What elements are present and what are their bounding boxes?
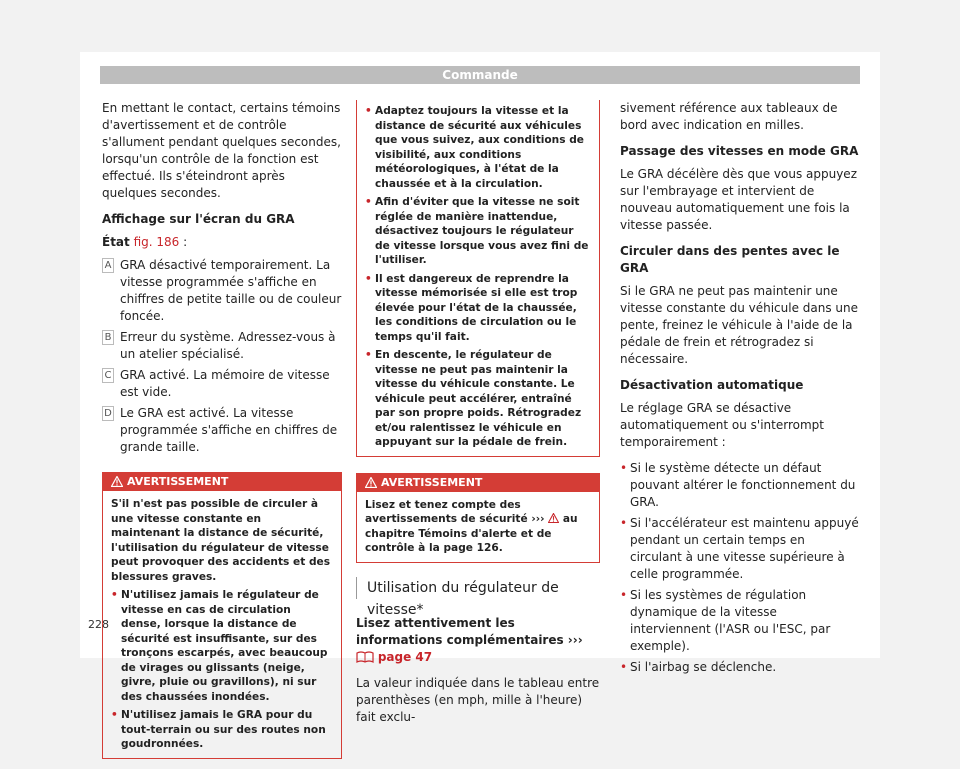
list-item (102, 257, 342, 325)
item-letter: A (102, 258, 114, 273)
item-text: GRA désactivé temporairement. La vitesse programmée s'affiche en chiffres de petite taille ou de couleur foncée. (120, 258, 342, 323)
body-paragraph: Le GRA décélère dès que vous appuyez sur l'embrayage et intervient de nouveau automatiquement une fois la vitesse passée. (620, 167, 857, 232)
list-item (102, 367, 342, 401)
warning-bullet: • N'utilisez jamais le régulateur de vitesse en cas de circulation dense, lorsque la distance de sécurité est insuffisante, sur des tronçons escarpés, avec beaucoup de virages ou glissants (neige, givre, pluie ou gravillons), ni sur des chaussées inondées. (111, 588, 333, 704)
warning-triangle-icon (548, 513, 559, 523)
warning-bullet: • En descente, le régulateur de vitesse ne peut pas maintenir la vitesse du véhicule constante. Le véhicule peut accélérer, entraîné par son propre poids. Rétrogradez et/ou ralentissez le véhicule en appuyant sur la pédale de frein. (365, 348, 591, 450)
page-number: 228 (88, 618, 109, 631)
sub-heading: Désactivation automatique (620, 378, 804, 392)
display-heading: Affichage sur l'écran du GRA (102, 212, 295, 226)
warning-body (357, 492, 599, 562)
item-letter: C (102, 368, 114, 383)
list-item: • Si les systèmes de régulation dynamique de la vitesse interviennent (l'ASR ou l'ESC, par exemple). (620, 587, 860, 655)
item-text: Erreur du système. Adressez-vous à un atelier spécialisé. (120, 330, 336, 361)
lead-paragraph (356, 615, 600, 666)
page-link[interactable]: page 47 (377, 649, 433, 664)
list-item: • Si l'airbag se déclenche. (620, 659, 860, 676)
sub-heading: Circuler dans des pentes avec le GRA (620, 244, 840, 275)
warning-text: au chapitre Témoins d'alerte et de contrôle à la page 126. (365, 513, 578, 554)
item-letter: D (102, 406, 114, 421)
warning-header (103, 473, 341, 491)
warning-continued (356, 100, 600, 457)
page-header: Commande (100, 66, 860, 84)
warning-body (103, 491, 341, 758)
figure-link[interactable]: fig. 186 (133, 235, 180, 249)
warning-text: S'il n'est pas possible de circuler à une vitesse constante en maintenant la distance de sécurité, l'utilisation du régulateur de vitesse peut provoquer des accidents et des blessures graves. (111, 498, 331, 583)
column-right (620, 100, 860, 680)
item-text: Le GRA est activé. La vitesse programmée s'affiche en chiffres de grande taille. (120, 406, 338, 454)
item-letter: B (102, 330, 114, 345)
warning-bullet: • Adaptez toujours la vitesse et la distance de sécurité aux véhicules que vous suivez, aux conditions de visibilité, aux conditions météorologiques, à l'état de la chaussée et à la circulation. (365, 104, 591, 191)
state-line (102, 234, 342, 251)
list-item: • Si l'accélérateur est maintenu appuyé pendant un certain temps en circulant à une vitesse supérieure à celle programmée. (620, 515, 860, 583)
warning-box (356, 473, 600, 563)
section-title: Utilisation du régulateur de vitesse* (356, 577, 600, 599)
column-middle (356, 100, 600, 735)
warning-title: AVERTISSEMENT (381, 475, 483, 489)
warning-box (102, 472, 342, 759)
lead-text: Lisez attentivement les informations complémentaires ››› (356, 615, 583, 647)
warning-bullet: • N'utilisez jamais le GRA pour du tout-terrain ou sur des routes non goudronnées. (111, 708, 333, 752)
warning-triangle-icon (365, 477, 377, 488)
list-item: • Si le système détecte un défaut pouvant altérer le fonctionnement du GRA. (620, 460, 860, 511)
intro-paragraph: En mettant le contact, certains témoins d'avertissement et de contrôle s'allument pendant quelques secondes, lorsqu'un contrôle de la fonction est effectué. Ils s'éteindront après quelques secondes. (102, 101, 341, 200)
list-item (102, 329, 342, 363)
body-paragraph: sivement référence aux tableaux de bord avec indication en milles. (620, 101, 838, 132)
column-left (102, 100, 342, 769)
warning-text: Lisez et tenez compte des avertissements de sécurité ››› (365, 498, 545, 525)
book-icon (356, 651, 374, 663)
body-paragraph: Si le GRA ne peut pas maintenir une vitesse constante du véhicule dans une pente, freinez le véhicule à l'aide de la pédale de frein et rétrogradez si nécessaire. (620, 284, 859, 366)
list-item (102, 405, 342, 456)
warning-title: AVERTISSEMENT (127, 475, 229, 488)
sub-heading: Passage des vitesses en mode GRA (620, 144, 859, 158)
state-colon: : (183, 235, 188, 249)
body-paragraph: Le réglage GRA se désactive automatiquement ou s'interrompt temporairement : (620, 401, 824, 449)
warning-bullet: • Il est dangereux de reprendre la vitesse mémorisée si elle est trop élevée pour l'état de la chaussée, les conditions de circulation ou le temps qu'il fait. (365, 272, 591, 345)
warning-bullet: • Afin d'éviter que la vitesse ne soit réglée de manière inattendue, désactivez toujours le régulateur de vitesse lorsque vous avez fini de l'utiliser. (365, 195, 591, 268)
item-text: GRA activé. La mémoire de vitesse est vide. (120, 368, 330, 399)
warning-header (357, 474, 599, 492)
state-label: État (102, 235, 130, 249)
warning-triangle-icon (111, 476, 123, 487)
body-paragraph: La valeur indiquée dans le tableau entre parenthèses (en mph, mille à l'heure) fait exclu- (356, 675, 600, 724)
